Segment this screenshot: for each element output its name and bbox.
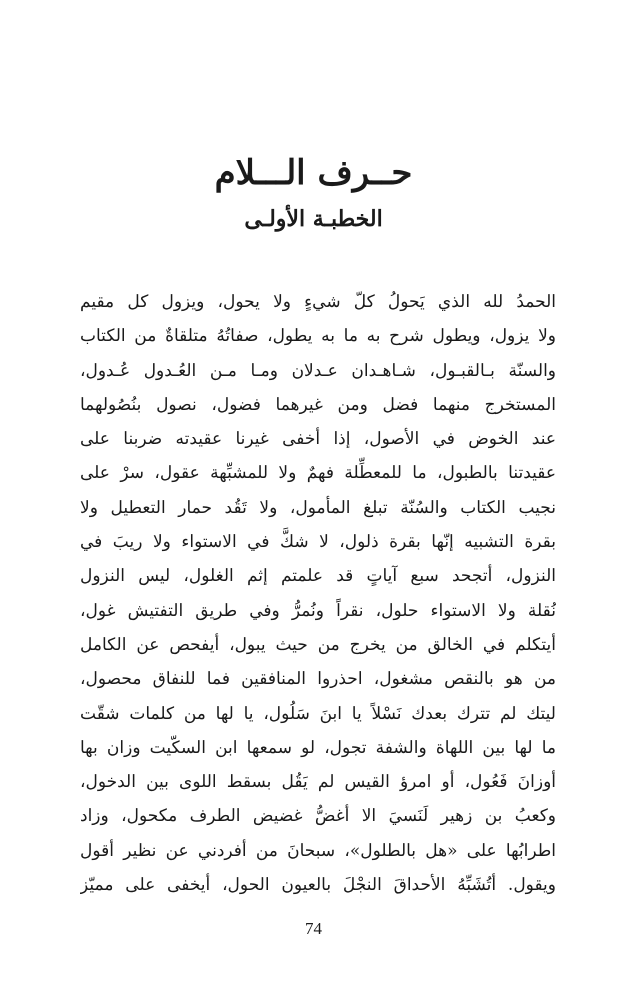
body-line: ما لها بين اللهاة والشفة تجول، لو سمعها ابن السكّيت وزان بها [80,737,556,758]
body-line: وكعبُ بن زهير لَنَسيَ الا أغضُّ غضيض الطرف مكحول، وزاد [80,806,556,827]
body-text [80,285,556,902]
body-line: بقرة التشبيه إنّها بقرة ذلول، لا شكَّ في الاستواء ولا ريبَ في [80,532,556,553]
body-line: النزول، أتجحد سبع آياتٍ قد علمتم إثم الغلول، ليس النزول [80,566,556,587]
body-line: والسنّة بـالقبـول، شـاهـدان عـدلان ومـا مـن العُـدول عُـدول، [80,360,556,381]
body-line: ويقول. أتُشَبِّهُ الأحداقَ النجْلَ بالعيون الحول، أيخفى على مميّز [80,875,556,896]
body-line: عند الخوض في الأصول، إذا أخفى غيرنا عقيدته ضربنا على [80,429,556,450]
body-line: المستخرج منهما فضل ومن غيرهما فضول، نصول بنُصُولهما [80,394,556,415]
body-line: من هو بالنقص مشغول، احذروا المنافقين فما للنفاق محصول، [80,669,556,690]
body-line: عقيدتنا بالطبول، ما للمعطِّلة فهمٌ ولا للمشبِّهة عقول، سرْ على [80,463,556,484]
body-line: ليتك لم تترك بعدك نَسْلاً يا ابنَ سَلُول، يا لها من كلمات شقّت [80,703,556,724]
body-line: نُقلة ولا الاستواء حلول، نقراً ونُمرُّ وفي طريق التفتيش غول، [80,600,556,621]
body-line: أيتكلم في الخالق من يخرج من حيث يبول، أيفحص عن الكامل [80,634,556,655]
body-line: نجيب الكتاب والسُنّة تبلغ المأمول، ولا تَقُد حمار التعطيل ولا [80,497,556,518]
body-line: أوزانَ فَعُول، أو امرؤ القيس لم يَقُل بسقط اللوى بين الدخول، [80,772,556,793]
chapter-title: حــرف الـــلام [214,153,413,193]
section-title: الخطبـة الأولـى [244,206,383,232]
body-line: ولا يزول، ويطول شرح به ما به يطول، صفاتُهُ متلقاةٌ من الكتاب [80,326,556,347]
page-number: 74 [305,919,322,938]
body-line: الحمدُ لله الذي يَحولُ كلّ شيءٍ ولا يحول، ويزول كل مقيم [80,292,556,312]
body-line: اطرابُها على «هل بالطلول»، سبحانَ من أفردني عن نظير أقول [80,840,556,861]
